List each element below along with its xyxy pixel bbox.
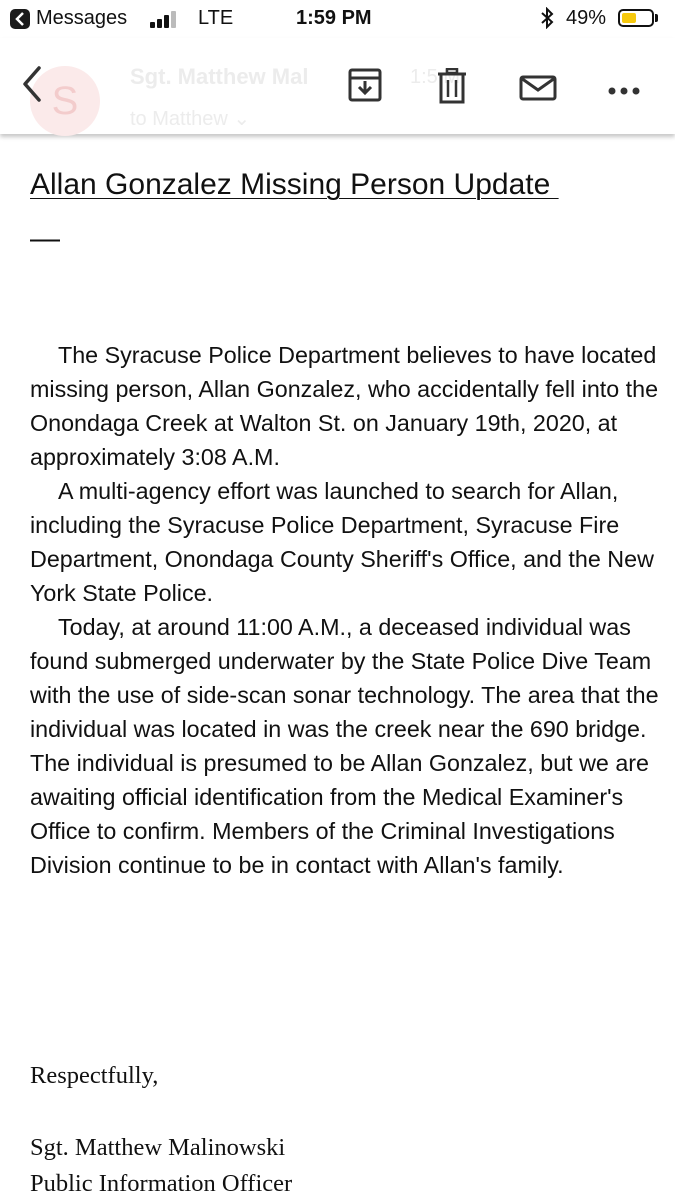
battery-percent: 49% [566, 7, 607, 29]
signoff: Respectfully, [30, 1062, 159, 1089]
signal-strength-icon [150, 10, 182, 28]
bluetooth-icon [540, 7, 554, 35]
back-to-app-icon[interactable] [10, 9, 30, 29]
archive-icon[interactable] [348, 68, 382, 107]
mail-icon[interactable] [519, 75, 557, 106]
body-paragraph: Today, at around 11:00 A.M., a deceased individual was found submerged underwater by the State Police Dive Team with the use of side-scan sonar technology. The area that the individual was located in was the creek near the 690 bridge. The individual is presumed to be Allan Gonzalez, but we are awaiting official identification from the Medical Examiner's Office to confirm. Members of the Criminal Investigations Division continue to be in contact with Allan's family. [30, 614, 659, 878]
clock: 1:59 PM [296, 7, 372, 29]
email-subject: Allan Gonzalez Missing Person Update [30, 168, 559, 201]
battery-icon [618, 9, 654, 27]
back-chevron-icon[interactable] [20, 64, 44, 109]
sender-name[interactable]: Sgt. Matthew Mal [130, 64, 309, 89]
more-icon[interactable] [608, 82, 640, 100]
status-bar [0, 0, 675, 38]
sent-time: 1:5 M [410, 66, 461, 88]
network-type: LTE [198, 7, 234, 29]
battery-fill [622, 13, 636, 23]
sender-avatar[interactable]: S [30, 66, 100, 136]
battery-tip [655, 14, 658, 22]
back-to-app-label[interactable]: Messages [36, 7, 128, 29]
mail-header [0, 38, 675, 134]
email-body [30, 338, 660, 882]
recipient-line[interactable]: to Matthew ⌄ [130, 108, 251, 130]
subject-dash: — [30, 222, 60, 255]
body-paragraph: The Syracuse Police Department believes to have located missing person, Allan Gonzalez, who accidentally fell into the Onondaga Creek at Walton St. on January 19th, 2020, at approximately 3:08 A.M. [30, 342, 659, 470]
body-paragraph: A multi-agency effort was launched to search for Allan, including the Syracuse Police Department, Syracuse Fire Department, Onondaga County Sheriff's Office, and the New York State Police. [30, 478, 654, 606]
signature-title: Public Information Officer [30, 1170, 293, 1197]
signature-name: Sgt. Matthew Malinowski [30, 1134, 286, 1161]
trash-icon[interactable] [437, 68, 467, 109]
